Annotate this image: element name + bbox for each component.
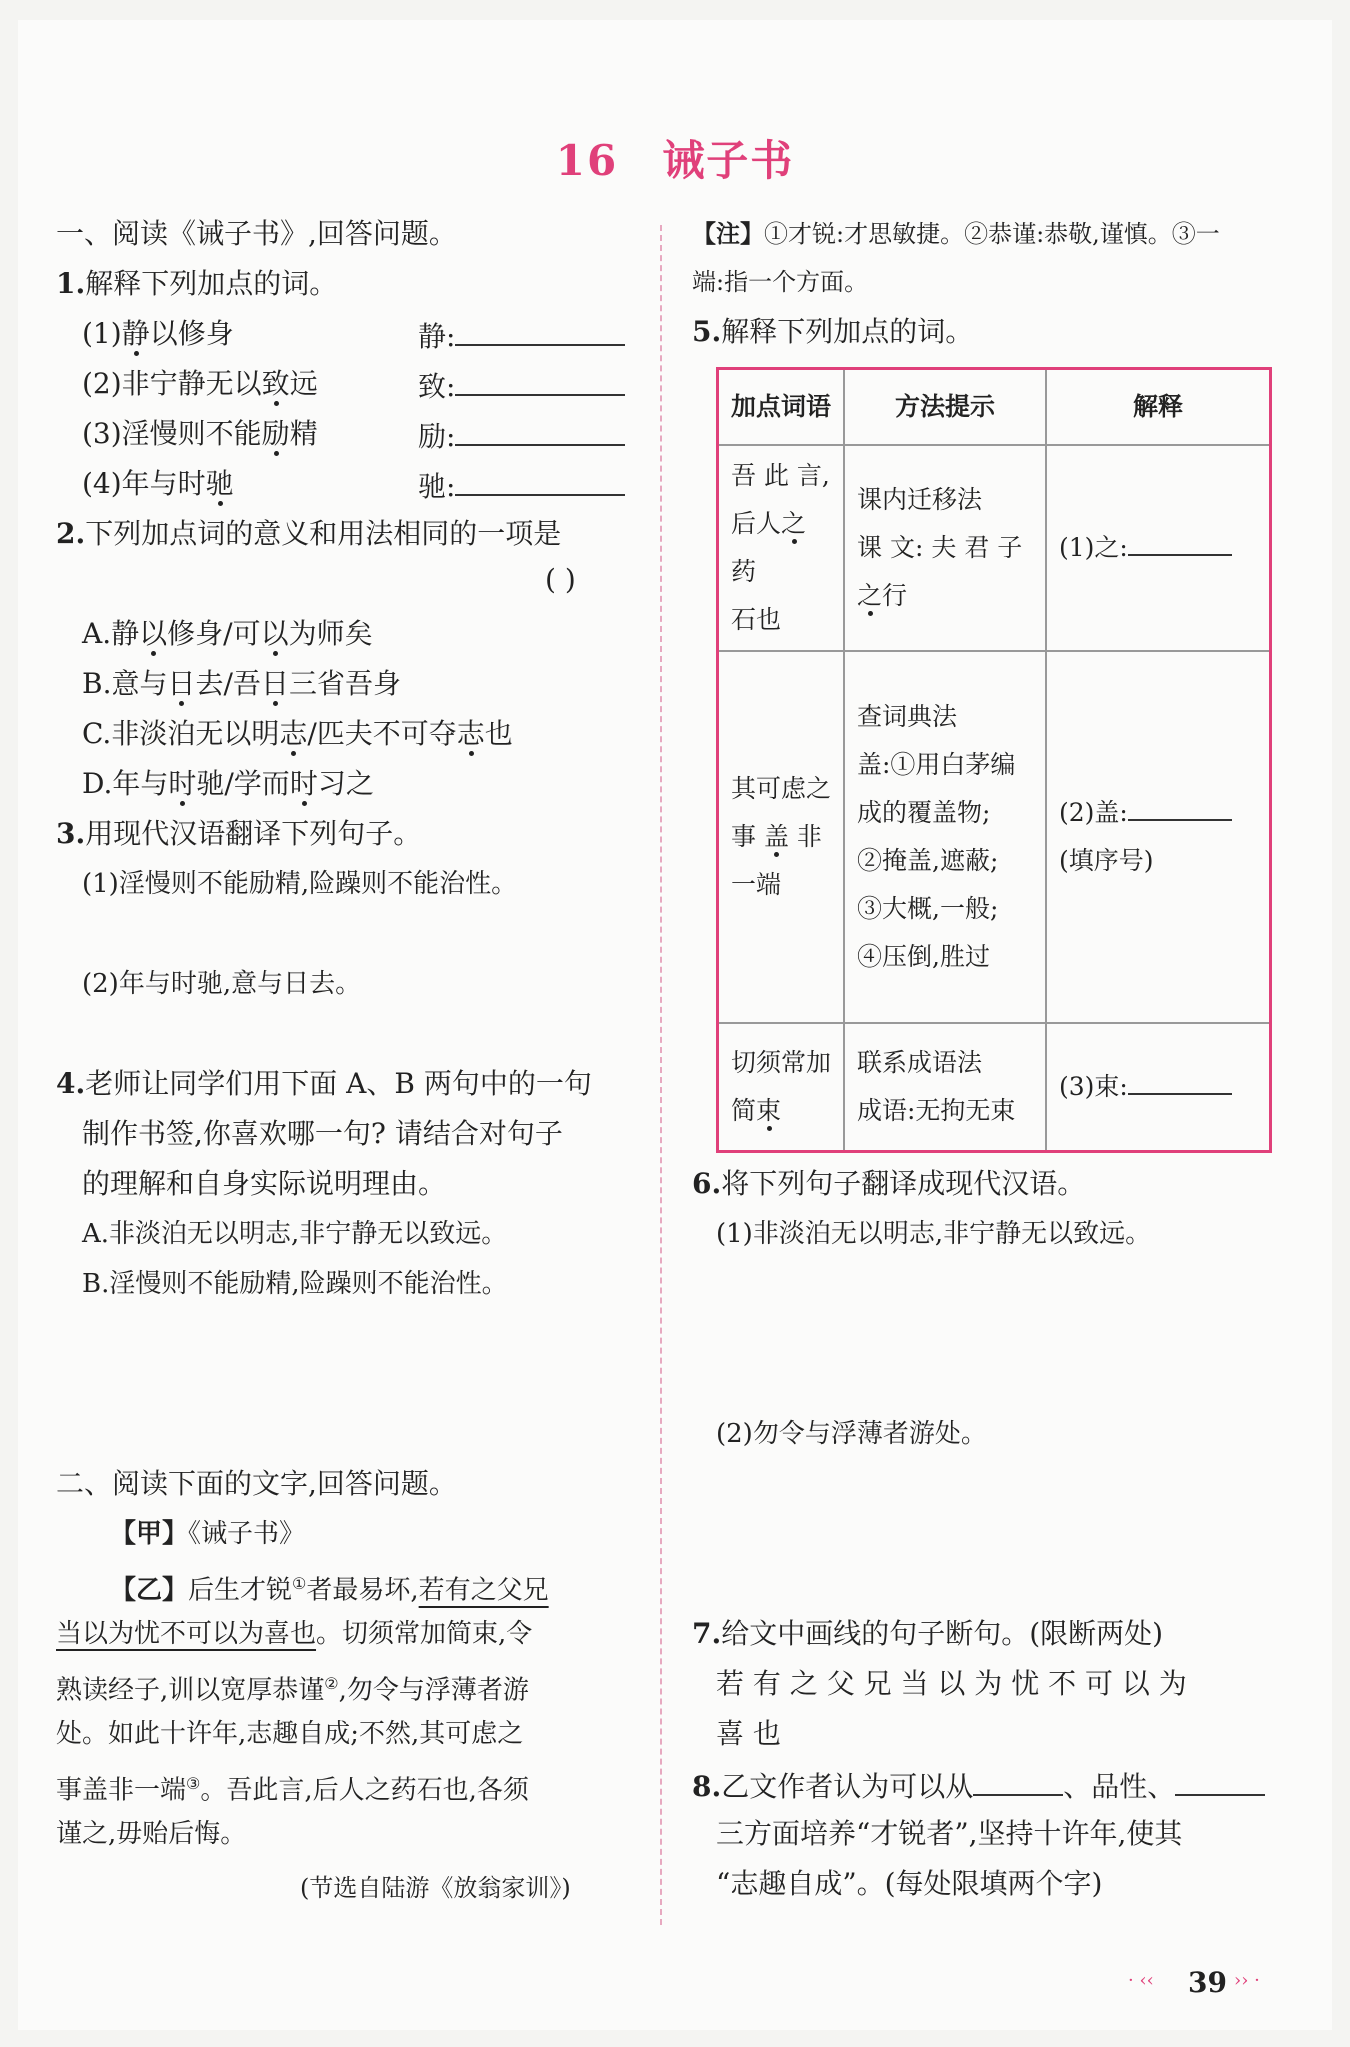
q6-sentence-2: (2)勿令与浮薄者游处。 [716, 1419, 987, 1449]
q4-line-2: 制作书签,你喜欢哪一句? 请结合对句子 [82, 1117, 563, 1150]
row2-method: 查词典法 盖:①用白茅编 成的覆盖物; ②掩盖,遮蔽; ③大概,一般; ④压倒,胜过 [844, 651, 1046, 1023]
row3-explain[interactable]: (3)束: [1046, 1023, 1271, 1151]
row3-word: 切须常加 简束 [718, 1023, 845, 1151]
q3-sentence-2: (2)年与时驰,意与日去。 [82, 969, 362, 999]
q2-stem: 2.下列加点词的意义和用法相同的一项是 [56, 517, 562, 550]
column-divider [660, 225, 662, 1925]
q2-option-a[interactable]: A.静以修身/可以为师矣 [82, 617, 373, 650]
q7-stem: 7.给文中画线的句子断句。(限断两处) [692, 1617, 1164, 1650]
q1-answer-1[interactable]: 静: [418, 314, 625, 357]
section-two-heading: 二、阅读下面的文字,回答问题。 [56, 1467, 457, 1500]
q1-item-3: (3)淫慢则不能励精 [82, 417, 318, 450]
q2-answer-paren[interactable]: ( ) [545, 563, 576, 596]
table-row [718, 445, 1271, 651]
q8-blank-2[interactable] [1175, 1764, 1265, 1796]
section-one-heading: 一、阅读《诫子书》,回答问题。 [56, 217, 457, 250]
q4-option-b: B.淫慢则不能励精,险躁则不能治性。 [82, 1269, 508, 1299]
q7-text-line-2: 喜 也 [716, 1717, 781, 1750]
q4-line-3: 的理解和自身实际说明理由。 [82, 1167, 447, 1200]
passage-source: (节选自陆游《放翁家训》) [300, 1874, 571, 1902]
page-dots-right: ›› · [1234, 1970, 1260, 1991]
q2-option-b[interactable]: B.意与日去/吾日三省吾身 [82, 667, 401, 700]
row1-explain[interactable]: (1)之: [1046, 445, 1271, 651]
q3-sentence-1: (1)淫慢则不能励精,险躁则不能治性。 [82, 869, 518, 899]
lesson-title: 16 诫子书 [555, 136, 795, 185]
q4-line-1: 4.老师让同学们用下面 A、B 两句中的一句 [56, 1067, 592, 1100]
passage-yi-line-1: 【乙】后生才锐①者最易坏,若有之父兄 [110, 1574, 549, 1606]
table-row [718, 651, 1271, 1023]
header-method: 方法提示 [844, 369, 1046, 446]
q1-item-2: (2)非宁静无以致远 [82, 367, 318, 400]
passage-jia: 【甲】《诫子书》 [110, 1519, 306, 1549]
passage-yi-line-4: 处。如此十许年,志趣自成;不然,其可虑之 [56, 1719, 524, 1749]
passage-yi-line-2: 当以为忧不可以为喜也。切须常加简束,令 [56, 1619, 533, 1649]
q1-answer-3[interactable]: 励: [418, 414, 625, 457]
note-line-2: 端:指一个方面。 [692, 268, 869, 296]
q3-stem: 3.用现代汉语翻译下列句子。 [56, 817, 422, 850]
q6-sentence-1: (1)非淡泊无以明志,非宁静无以致远。 [716, 1219, 1152, 1249]
q5-stem: 5.解释下列加点的词。 [692, 315, 974, 348]
q1-stem: 1.解释下列加点的词。 [56, 267, 338, 300]
passage-yi-line-5: 事盖非一端③。吾此言,后人之药石也,各须 [56, 1774, 529, 1806]
header-word: 加点词语 [718, 369, 845, 446]
row3-method: 联系成语法 成语:无拘无束 [844, 1023, 1046, 1151]
note-line-1: 【注】①才锐:才思敏捷。②恭谨:恭敬,谨慎。③一 [692, 219, 1220, 248]
q1-answer-2[interactable]: 致: [418, 364, 625, 407]
q8-line-1: 8.乙文作者认为可以从 、品性、 [692, 1764, 1265, 1807]
row1-method: 课内迁移法 课 文: 夫 君 子 之行 [844, 445, 1046, 651]
q8-blank-1[interactable] [973, 1764, 1063, 1796]
q1-answer-4[interactable]: 驰: [418, 464, 625, 507]
table-row [718, 1023, 1271, 1151]
q5-table [716, 367, 1272, 1153]
q2-option-d[interactable]: D.年与时驰/学而时习之 [82, 767, 374, 800]
row2-explain[interactable]: (2)盖: (填序号) [1046, 651, 1271, 1023]
row1-word: 吾 此 言, 后人之药 石也 [718, 445, 845, 651]
q8-line-2: 三方面培养“才锐者”,坚持十许年,使其 [716, 1817, 1183, 1850]
q4-option-a: A.非淡泊无以明志,非宁静无以致远。 [82, 1219, 508, 1249]
q2-option-c[interactable]: C.非淡泊无以明志/匹夫不可夺志也 [82, 717, 513, 750]
passage-yi-line-6: 谨之,毋贻后悔。 [56, 1819, 247, 1849]
passage-yi-line-3: 熟读经子,训以宽厚恭谨②,勿令与浮薄者游 [56, 1674, 529, 1706]
page-dots-left: · ‹‹ [1128, 1970, 1154, 1991]
header-explain: 解释 [1046, 369, 1271, 446]
page-number: 39 [1188, 1966, 1227, 1999]
q6-stem: 6.将下列句子翻译成现代汉语。 [692, 1167, 1086, 1200]
q1-item-4: (4)年与时驰 [82, 467, 234, 500]
table-header-row [718, 369, 1271, 446]
q1-item-1: (1)静以修身 [82, 317, 234, 350]
row2-word: 其可虑之 事 盖 非 一端 [718, 651, 845, 1023]
q7-text-line-1: 若 有 之 父 兄 当 以 为 忧 不 可 以 为 [716, 1667, 1187, 1700]
q8-line-3: “志趣自成”。(每处限填两个字) [716, 1867, 1103, 1900]
